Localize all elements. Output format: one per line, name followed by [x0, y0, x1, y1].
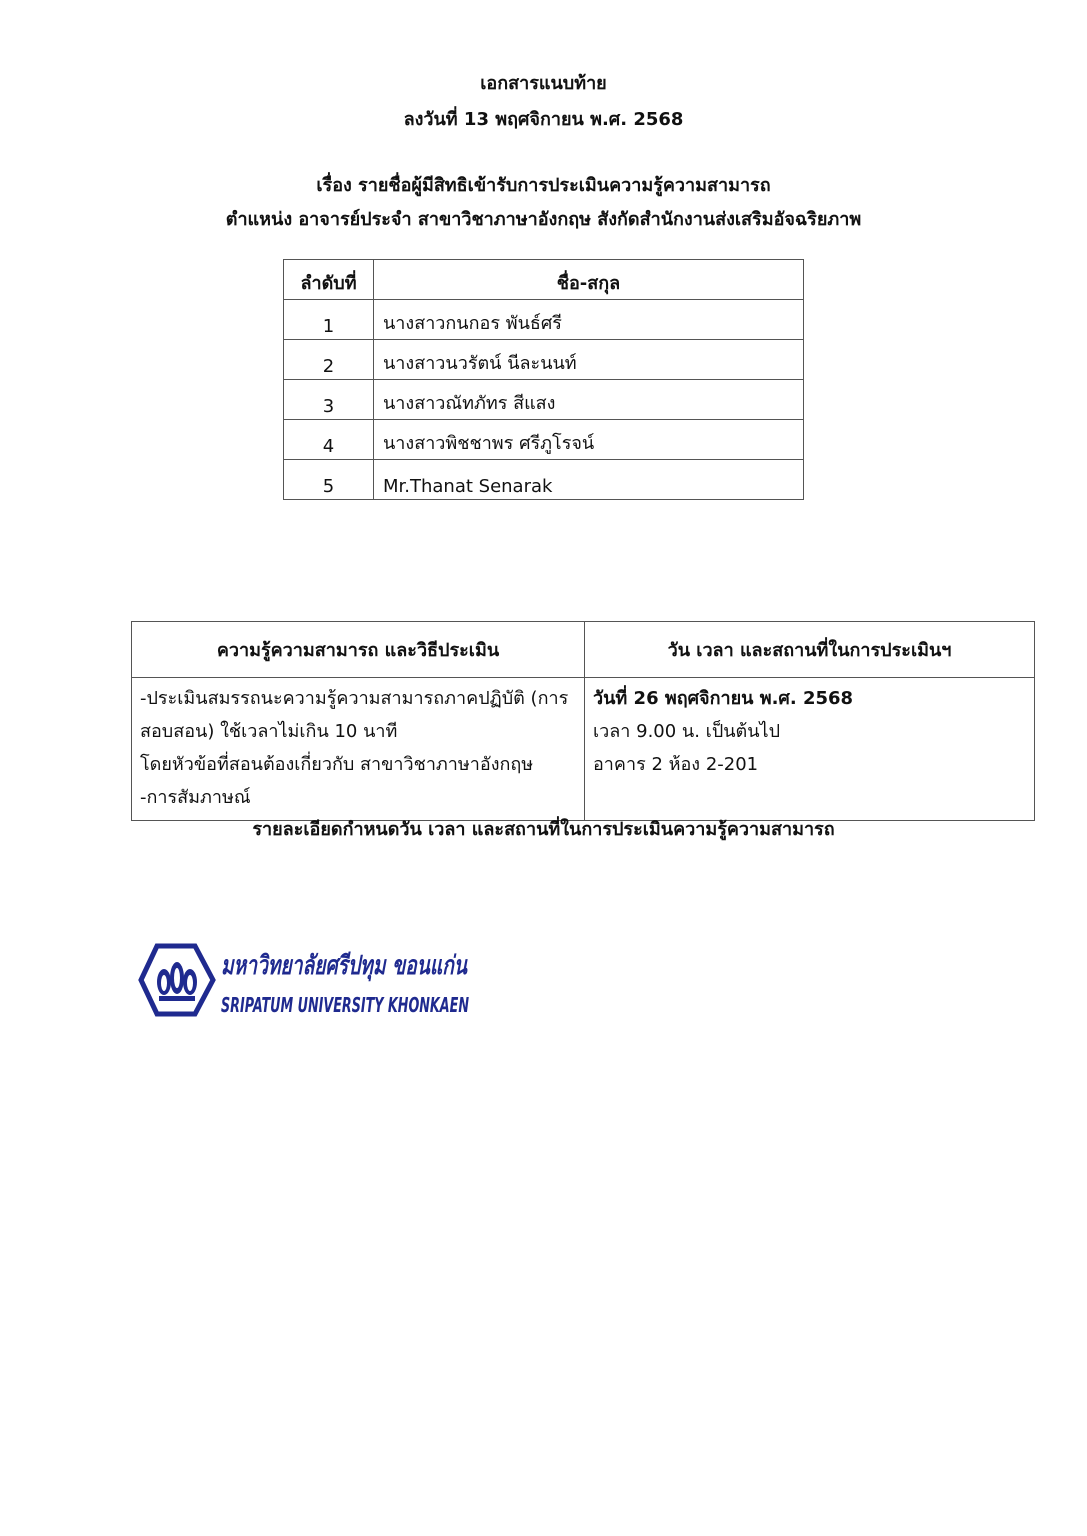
column-header-schedule: วัน เวลา และสถานที่ในการประเมินฯ [585, 622, 1035, 678]
logo-english-text: SRIPATUM UNIVERSITY KHONKAEN [221, 993, 470, 1017]
candidate-name: Mr.Thanat Senarak [374, 460, 804, 500]
candidate-table-header [284, 260, 804, 300]
row-number: 3 [284, 380, 374, 420]
candidate-name: นางสาวณัทภัทร สีแสง [374, 380, 804, 420]
assessment-table [131, 621, 1035, 821]
table-row [284, 380, 804, 420]
column-header-no: ลำดับที่ [284, 260, 374, 300]
row-number: 2 [284, 340, 374, 380]
candidate-table [283, 259, 804, 500]
method-line: -การสัมภาษณ์ [140, 787, 251, 808]
candidate-name: นางสาวพิชชาพร ศรีภูโรจน์ [374, 420, 804, 460]
candidate-name: นางสาวกนกอร พันธ์ศรี [374, 300, 804, 340]
subject-line: เรื่อง รายชื่อผู้มีสิทธิเข้ารับการประเมินความรู้ความสามารถ [316, 175, 771, 196]
table-row [284, 340, 804, 380]
candidate-name: นางสาวนวรัตน์ นีละนนท์ [374, 340, 804, 380]
method-line: สอบสอน) ใช้เวลาไม่เกิน 10 นาที [140, 721, 398, 742]
assessment-method-cell [132, 678, 585, 821]
position-line: ตำแหน่ง อาจารย์ประจำ สาขาวิชาภาษาอังกฤษ สังกัดสำนักงานส่งเสริมอัจฉริยภาพ [225, 209, 862, 230]
schedule-time: เวลา 9.00 น. เป็นต้นไป [593, 721, 781, 742]
university-logo [139, 938, 555, 1022]
table-row [284, 420, 804, 460]
method-line: โดยหัวข้อที่สอนต้องเกี่ยวกับ สาขาวิชาภาษาอังกฤษ [140, 754, 534, 775]
attachment-date: ลงวันที่ 13 พฤศจิกายน พ.ศ. 2568 [403, 109, 684, 130]
row-number: 5 [284, 460, 374, 500]
table-caption: รายละเอียดกำหนดวัน เวลา และสถานที่ในการประเมินความรู้ความสามารถ [252, 819, 835, 840]
table-row [284, 300, 804, 340]
assessment-schedule-cell [585, 678, 1035, 821]
schedule-place: อาคาร 2 ห้อง 2-201 [593, 754, 759, 775]
column-header-name: ชื่อ-สกุล [374, 260, 804, 300]
logo-thai-text: มหาวิทยาลัยศรีปทุม ขอนแก่น [221, 951, 555, 981]
row-number: 1 [284, 300, 374, 340]
method-line: -ประเมินสมรรถนะความรู้ความสามารถภาคปฏิบัติ (การ [140, 688, 569, 709]
assessment-table-header [132, 622, 1035, 678]
column-header-method: ความรู้ความสามารถ และวิธีประเมิน [132, 622, 585, 678]
schedule-date: วันที่ 26 พฤศจิกายน พ.ศ. 2568 [593, 688, 854, 709]
table-row [284, 460, 804, 500]
attachment-title: เอกสารแนบท้าย [480, 73, 607, 94]
assessment-row [132, 678, 1035, 821]
row-number: 4 [284, 420, 374, 460]
